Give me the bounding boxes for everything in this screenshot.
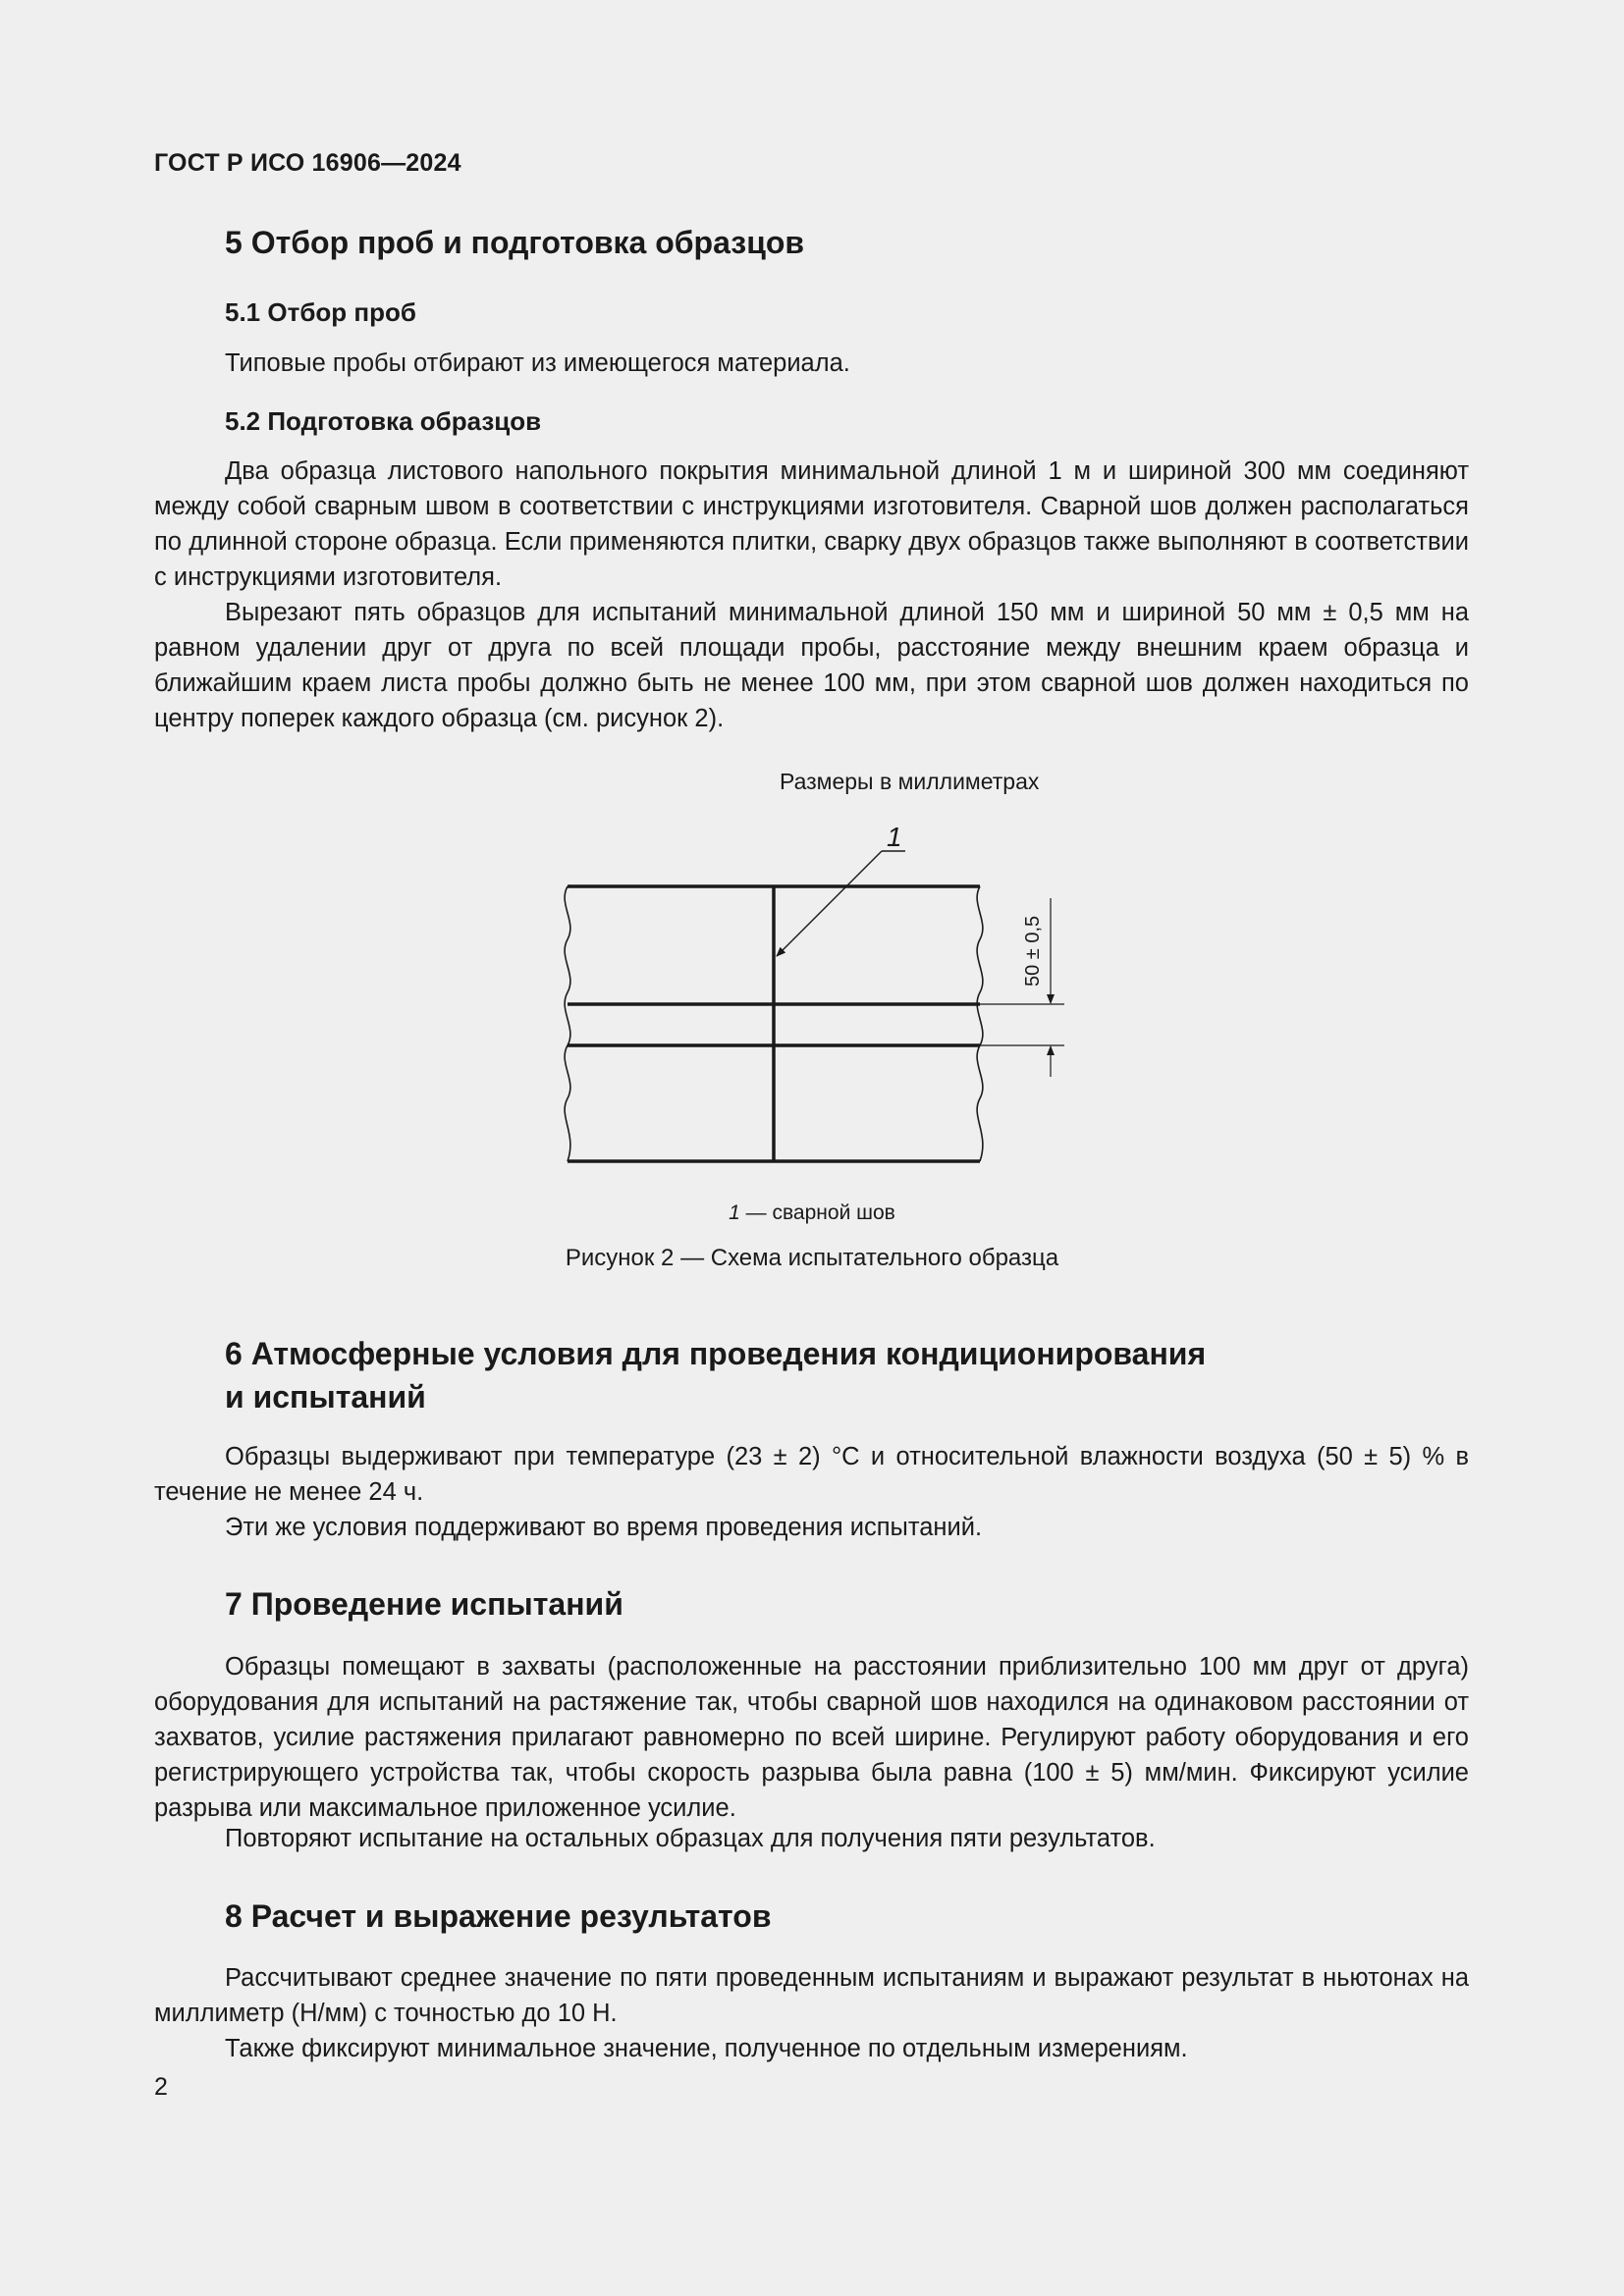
section-6-heading-line-2: и испытаний (225, 1379, 426, 1415)
section-6-heading (225, 1332, 1305, 1418)
figure-units-note: Размеры в миллиметрах (780, 769, 1040, 794)
specimen-diagram (550, 820, 1080, 1173)
document-id: ГОСТ Р ИСО 16906—2024 (154, 149, 461, 177)
section-5-1-heading: 5.1 Отбор проб (225, 297, 416, 327)
legend-number: 1 (729, 1201, 740, 1224)
dimension-label: 50 ± 0,5 (1022, 915, 1044, 987)
section-7-paragraph-1: Образцы помещают в захваты (расположенные на расстоянии приблизительно 100 мм друг от друга) оборудования для испытаний на растяжение так, чтобы сварной шов находился на одинаковом расстоянии от захватов, усилие растяжения прилагают равномерно по всей ширине. Регулируют работу оборудования и его регистрирующего устройства так, чтобы скорость разрыва была равна (100 ± 5) мм/мин. Фиксируют усилие разрыва или максимальное приложенное усилие. (154, 1653, 1469, 1822)
figure-title: Рисунок 2 — Схема испытательного образца (565, 1245, 1059, 1271)
section-8-paragraph-1: Рассчитывают среднее значение по пяти проведенным испытаниям и выражают результат в ньютонах на миллиметр (Н/мм) с точностью до 10 Н. (154, 1964, 1469, 2027)
section-7-heading: 7 Проведение испытаний (225, 1586, 623, 1622)
legend-text: — сварной шов (739, 1201, 895, 1224)
section-8-heading: 8 Расчет и выражение результатов (225, 1898, 772, 1934)
callout-leader-arrow (777, 851, 882, 956)
section-5-heading: 5 Отбор проб и подготовка образцов (225, 225, 805, 260)
section-5-2-paragraph-2: Вырезают пять образцов для испытаний минимальной длиной 150 мм и шириной 50 мм ± 0,5 мм на равном удалении друг от друга по всей площади пробы, расстояние между внешним краем образца и ближайшим краем листа пробы должно быть не менее 100 мм, при этом сварной шов должен находиться по центру поперек каждого образца (см. рисунок 2). (154, 599, 1469, 732)
right-break-line (977, 886, 983, 1161)
section-6-paragraph-2: Эти же условия поддерживают во время проведения испытаний. (225, 1514, 983, 1541)
left-break-line (565, 886, 570, 1161)
figure-legend (0, 1201, 1624, 1225)
callout-number: 1 (887, 822, 902, 852)
section-5-1-paragraph: Типовые пробы отбирают из имеющегося материала. (225, 349, 850, 377)
page-number: 2 (154, 2073, 168, 2101)
section-7-paragraph-2: Повторяют испытание на остальных образцах для получения пяти результатов. (225, 1825, 1156, 1852)
section-5-2-paragraph-1: Два образца листового напольного покрытия минимальной длиной 1 м и шириной 300 мм соединяют между собой сварным швом в соответствии с инструкциями изготовителя. Сварной шов должен располагаться по длинной стороне образца. Если применяются плитки, сварку двух образцов также выполняют в соответствии с инструкциями изготовителя. (154, 457, 1469, 591)
section-6-heading-line-1: 6 Атмосферные условия для проведения кондиционирования (225, 1336, 1207, 1371)
section-6-paragraph-1: Образцы выдерживают при температуре (23 ± 2) °С и относительной влажности воздуха (50 ± 5) % в течение не менее 24 ч. (154, 1443, 1469, 1506)
section-8-paragraph-2: Также фиксируют минимальное значение, полученное по отдельным измерениям. (225, 2035, 1188, 2062)
section-5-2-heading: 5.2 Подготовка образцов (225, 406, 542, 436)
